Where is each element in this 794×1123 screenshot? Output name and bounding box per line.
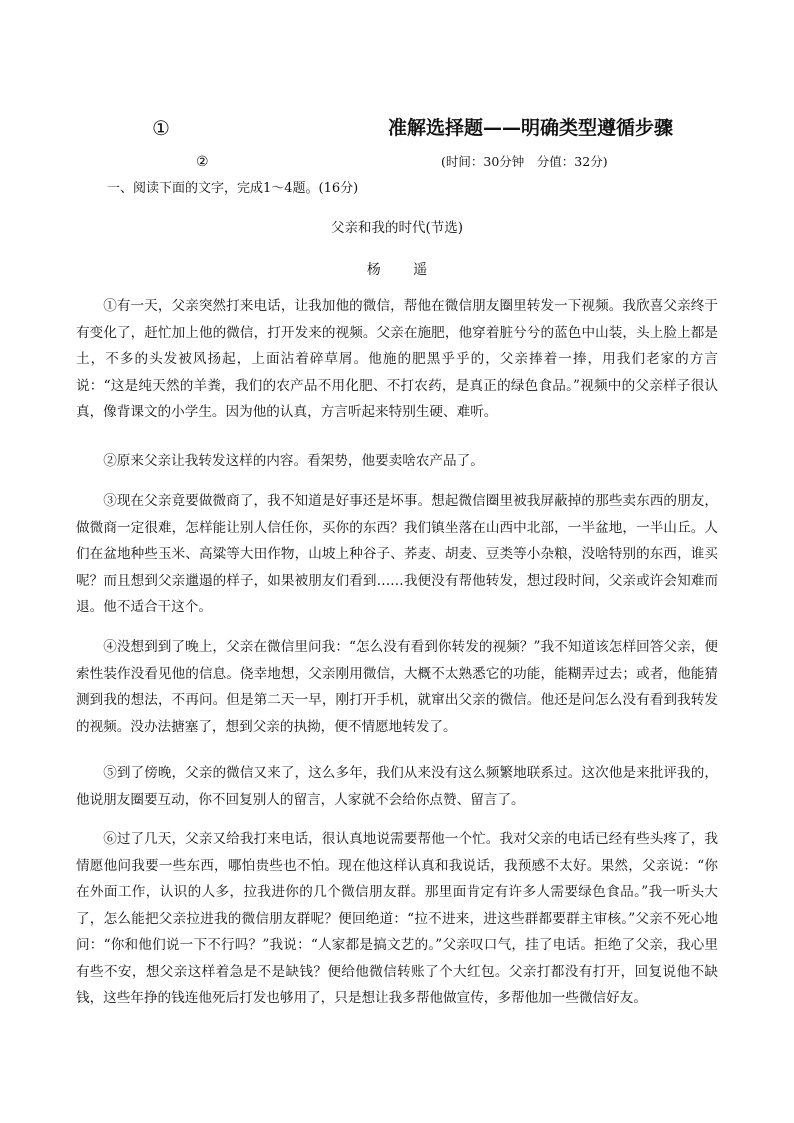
- question-marker-1: ①: [152, 116, 170, 140]
- section-instruction: 一、阅读下面的文字，完成1～4题。(16分): [107, 181, 359, 196]
- article-paragraph-2: ②原来父亲让我转发这样的内容。看架势，他要卖啥农产品了。: [103, 453, 484, 469]
- question-marker-2: ②: [196, 154, 209, 170]
- article-author: 杨 遥: [366, 262, 442, 278]
- article-paragraph-6: ⑥过了几天，父亲又给我打来电话，很认真地说需要帮他一个忙。我对父亲的电话已经有些头疼了，我情愿他问我要一些东西，哪怕贵些也不怕。现在他这样认真和我说话，我预感不太好。果然，父亲说：“你在外面工作，认识的人多，拉我进你的几个微信朋友群。那里面肯定有许多人需要绿色食品。”我一听头大了，怎么能把父亲拉进我的微信朋友群呢？便回绝道：“拉不进来，进这些群都要群主审核。”父亲不死心地问：“你和他们说一下不行吗？”我说：“人家都是搞文艺的。”父亲叹口气，挂了电话。拒绝了父亲，我心里有些不安，想父亲这样着急是不是缺钱？便给他微信转账了个大红包。父亲打都没有打开，回复说他不缺钱，这些年挣的钱连他死后打发也够用了，只是想让我多帮他做宣传，多帮他加一些微信好友。: [76, 831, 718, 1006]
- article-paragraph-3: ③现在父亲竟要做微商了，我不知道是好事还是坏事。想起微信圈里被我屏蔽掉的那些卖东西的朋友，做微商一定很难，怎样能让别人信任你，买你的东西？我们镇坐落在山西中北部，一半盆地，一半山丘。人们在盆地种些玉米、高粱等大田作物，山坡上种谷子、荞麦、胡麦、豆类等小杂粮，没啥特别的东西，谁买呢？而且想到父亲邋遢的样子，如果被朋友们看到……我便没有帮他转发，想过段时间，父亲或许会知难而退。他不适合干这个。: [76, 493, 718, 615]
- article-paragraph-4: ④没想到到了晚上，父亲在微信里问我：“怎么没有看到你转发的视频？”我不知道该怎样回答父亲，便索性装作没看见他的信息。侥幸地想，父亲刚用微信，大概不太熟悉它的功能，能糊弄过去；或者，他能猜测到我的想法，不再问。但是第二天一早，刚打开手机，就窜出父亲的微信。他还是问怎么没有看到我转发的视频。没办法搪塞了，想到父亲的执拗，便不情愿地转发了。: [76, 639, 718, 735]
- article-title: 父亲和我的时代(节选): [330, 220, 464, 236]
- article-paragraph-5: ⑤到了傍晚，父亲的微信又来了，这么多年，我们从来没有这么频繁地联系过。这次他是来批评我的，他说朋友圈要互动，你不回复别人的留言，人家就不会给你点赞、留言了。: [76, 765, 718, 808]
- page-title: 准解选择题——明确类型遵循步骤: [388, 117, 674, 139]
- time-score-info: (时间：30分钟 分值：32分): [441, 154, 608, 169]
- article-paragraph-1: ①有一天，父亲突然打来电话，让我加他的微信，帮他在微信朋友圈里转发一下视频。我欣喜父亲终于有变化了，赶忙加上他的微信，打开发来的视频。父亲在施肥，他穿着脏兮兮的蓝色中山装，头上脸上都是土，不多的头发被风扬起，上面沾着碎草屑。他施的肥黑乎乎的，父亲捧着一捧，用我们老家的方言说：“这是纯天然的羊粪，我们的农产品不用化肥、不打农药，是真正的绿色食品。”视频中的父亲样子很认真，像背课文的小学生。因为他的认真，方言听起来特别生硬、难听。: [76, 298, 718, 420]
